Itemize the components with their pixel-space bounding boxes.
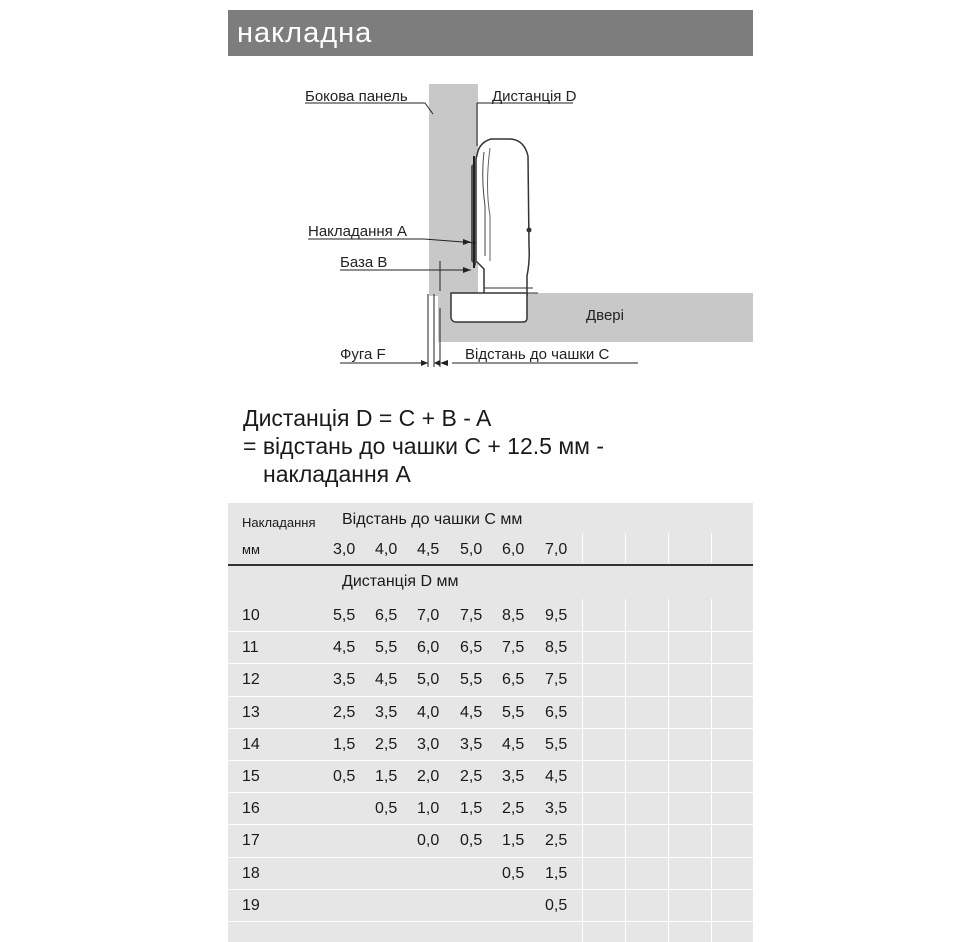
distance-cell: 0,5	[460, 832, 483, 849]
distance-cell: 2,5	[545, 832, 568, 849]
column-header-5: 7,0	[545, 541, 568, 558]
distance-cell: 3,5	[502, 768, 525, 785]
row-overlay-value: 16	[242, 800, 260, 817]
distance-cell: 1,5	[333, 736, 356, 753]
distance-cell: 0,5	[333, 768, 356, 785]
header-overlay-label: Накладання	[242, 515, 316, 530]
distance-cell: 4,5	[375, 671, 398, 688]
column-header-4: 6,0	[502, 541, 525, 558]
distance-cell: 5,5	[333, 607, 356, 624]
distance-cell: 3,0	[417, 736, 440, 753]
distance-cell: 2,5	[375, 736, 398, 753]
distance-cell: 5,0	[417, 671, 440, 688]
distance-cell: 5,5	[375, 639, 398, 656]
label-cup-distance-c: Відстань до чашки C	[465, 346, 610, 363]
distance-cell: 1,0	[417, 800, 440, 817]
row-overlay-value: 10	[242, 607, 260, 624]
header-overlay-unit: мм	[242, 542, 260, 557]
distance-cell: 2,0	[417, 768, 440, 785]
row-overlay-value: 19	[242, 897, 260, 914]
column-header-2: 4,5	[417, 541, 440, 558]
side-panel-shape	[429, 84, 478, 296]
page-title: накладна	[228, 10, 753, 56]
distance-cell: 7,0	[417, 607, 440, 624]
distance-cell: 3,5	[460, 736, 483, 753]
distance-cell: 3,5	[333, 671, 356, 688]
distance-cell: 7,5	[545, 671, 568, 688]
distance-cell: 4,5	[460, 704, 483, 721]
distance-cell: 0,5	[375, 800, 398, 817]
distance-cell: 1,5	[375, 768, 398, 785]
hinge-screw	[527, 228, 532, 233]
distance-cell: 0,0	[417, 832, 440, 849]
distance-cell: 8,5	[502, 607, 525, 624]
label-gap-f: Фуга F	[340, 346, 386, 363]
formula-line-2: = відстань до чашки C + 12.5 мм -	[243, 433, 604, 459]
section-distance-d: Дистанція D мм	[342, 573, 459, 590]
hinge-diagram	[228, 56, 753, 396]
column-header-0: 3,0	[333, 541, 356, 558]
formula	[243, 404, 604, 488]
distance-cell: 2,5	[333, 704, 356, 721]
distance-cell: 5,5	[460, 671, 483, 688]
distance-cell: 6,5	[502, 671, 525, 688]
label-overlay-a: Накладання A	[308, 223, 407, 240]
header-cup-distance: Відстань до чашки C мм	[342, 511, 523, 528]
distance-cell: 1,5	[460, 800, 483, 817]
distance-cell: 8,5	[545, 639, 568, 656]
distance-cell: 1,5	[545, 865, 568, 882]
label-distance-d: Дистанція D	[492, 88, 577, 105]
distance-cell: 7,5	[502, 639, 525, 656]
row-overlay-value: 12	[242, 671, 260, 688]
formula-line-3: накладання A	[263, 461, 411, 487]
row-overlay-value: 13	[242, 704, 260, 721]
column-header-3: 5,0	[460, 541, 483, 558]
distance-cell: 9,5	[545, 607, 568, 624]
distance-cell: 4,5	[333, 639, 356, 656]
distance-cell: 0,5	[545, 897, 568, 914]
row-overlay-value: 17	[242, 832, 260, 849]
row-overlay-value: 15	[242, 768, 260, 785]
distance-cell: 6,5	[545, 704, 568, 721]
distance-cell: 5,5	[545, 736, 568, 753]
formula-line-1: Дистанція D = C + B - A	[243, 405, 492, 431]
distance-cell: 2,5	[502, 800, 525, 817]
row-overlay-value: 14	[242, 736, 260, 753]
distance-cell: 4,5	[545, 768, 568, 785]
label-base-b: База B	[340, 254, 388, 271]
distance-cell: 6,0	[417, 639, 440, 656]
distance-cell: 2,5	[460, 768, 483, 785]
label-door: Двері	[586, 307, 624, 324]
distance-cell: 6,5	[460, 639, 483, 656]
distance-cell: 4,5	[502, 736, 525, 753]
row-overlay-value: 18	[242, 865, 260, 882]
distance-cell: 3,5	[545, 800, 568, 817]
distance-cell: 6,5	[375, 607, 398, 624]
row-overlay-value: 11	[242, 639, 259, 656]
hinge-arm-shape	[476, 139, 529, 296]
label-side-panel: Бокова панель	[305, 88, 408, 105]
distance-cell: 7,5	[460, 607, 483, 624]
distance-cell: 5,5	[502, 704, 525, 721]
distance-cell: 0,5	[502, 865, 525, 882]
hinge-cup-shape	[451, 293, 527, 322]
distance-cell: 4,0	[417, 704, 440, 721]
distance-cell: 3,5	[375, 704, 398, 721]
distance-cell: 1,5	[502, 832, 525, 849]
column-header-1: 4,0	[375, 541, 398, 558]
distance-table	[228, 503, 753, 942]
